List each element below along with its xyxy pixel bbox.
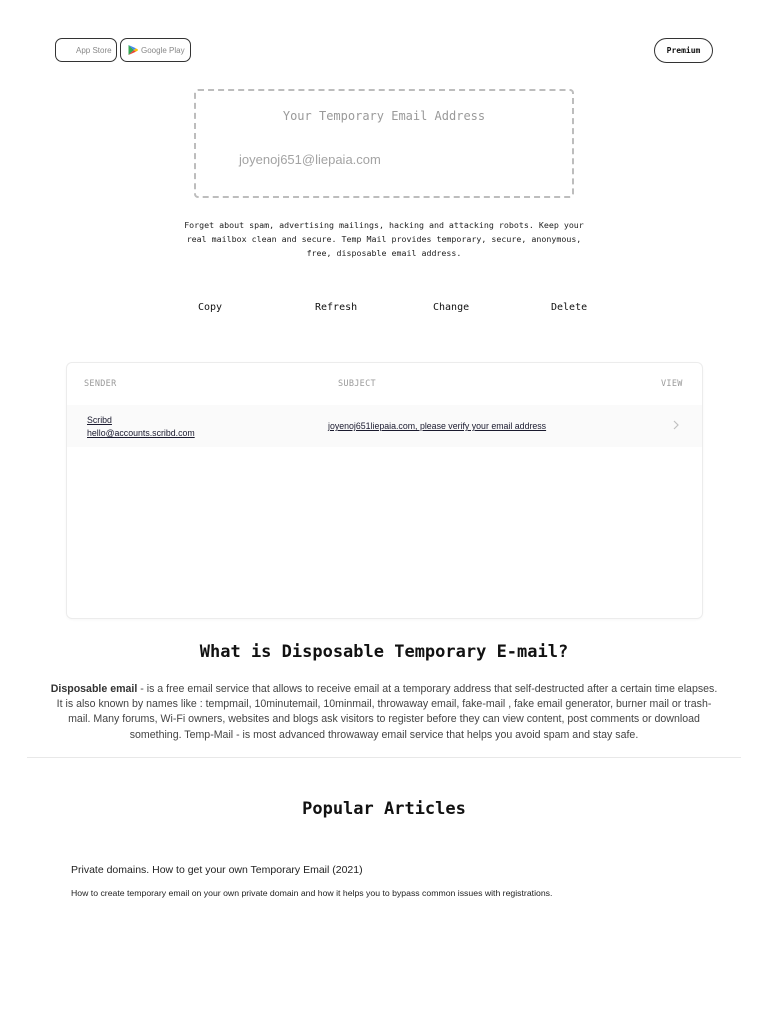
copy-button[interactable] xyxy=(198,302,222,313)
articles-title: Popular Articles xyxy=(302,799,466,819)
chevron-right-icon[interactable] xyxy=(672,419,680,431)
sender-email[interactable]: hello@accounts.scribd.com xyxy=(87,428,195,438)
sender-column-header: SENDER xyxy=(84,379,117,389)
about-title: What is Disposable Temporary E-mail? xyxy=(199,642,569,662)
google-play-button[interactable] xyxy=(120,38,191,62)
apple-icon xyxy=(62,44,74,56)
about-text xyxy=(50,682,718,743)
app-store-button[interactable] xyxy=(55,38,117,62)
app-store-label: App Store xyxy=(76,45,112,55)
google-play-label: Google Play xyxy=(141,45,185,55)
email-box-label: Your Temporary Email Address xyxy=(282,109,486,123)
copy-label: Copy xyxy=(198,302,223,313)
premium-button[interactable] xyxy=(654,38,713,63)
divider xyxy=(27,757,741,758)
change-label: Change xyxy=(433,302,470,313)
temporary-email-box xyxy=(194,89,574,198)
about-lead: Disposable email xyxy=(50,683,138,695)
subject-column-header: SUBJECT xyxy=(338,379,376,389)
refresh-button[interactable] xyxy=(315,302,357,313)
article-description: How to create temporary email on your own private domain and how it helps you to bypass common issues with registrations. xyxy=(71,888,553,898)
google-play-icon xyxy=(127,44,139,56)
refresh-label: Refresh xyxy=(315,302,358,313)
delete-label: Delete xyxy=(551,302,588,313)
tagline: Forget about spam, advertising mailings, hacking and attacking robots. Keep your real mailbox clean and secure. Temp Mail provides temporary, secure, anonymous, free, disposable email address. xyxy=(184,220,584,258)
change-button[interactable] xyxy=(433,302,469,313)
email-address[interactable]: joyenoj651@liepaia.com xyxy=(239,152,381,167)
article-title-link[interactable]: Private domains. How to get your own Temporary Email (2021) xyxy=(71,864,363,876)
premium-label: Premium xyxy=(666,46,701,55)
message-subject[interactable]: joyenoj651liepaia.com, please verify your email address xyxy=(328,421,547,431)
view-column-header: VIEW xyxy=(661,379,683,389)
message-row[interactable] xyxy=(67,405,702,447)
delete-button[interactable] xyxy=(551,302,587,313)
inbox-panel xyxy=(66,362,703,619)
sender-name[interactable]: Scribd xyxy=(87,415,112,425)
about-body: - is a free email service that allows to receive email at a temporary address that self-destructed after a certain time elapses. It is also known by names like : tempmail, 10minutemail, 10minmail, throwaway email, fake-mail , fake email generator, burner mail or trash-mail. Many forums, Wi-Fi owners, websites and blogs ask visitors to register before they can view content, post comments or download something. Temp-Mail - is most advanced throwaway email service that helps you avoid spam and stay safe. xyxy=(56,683,718,741)
